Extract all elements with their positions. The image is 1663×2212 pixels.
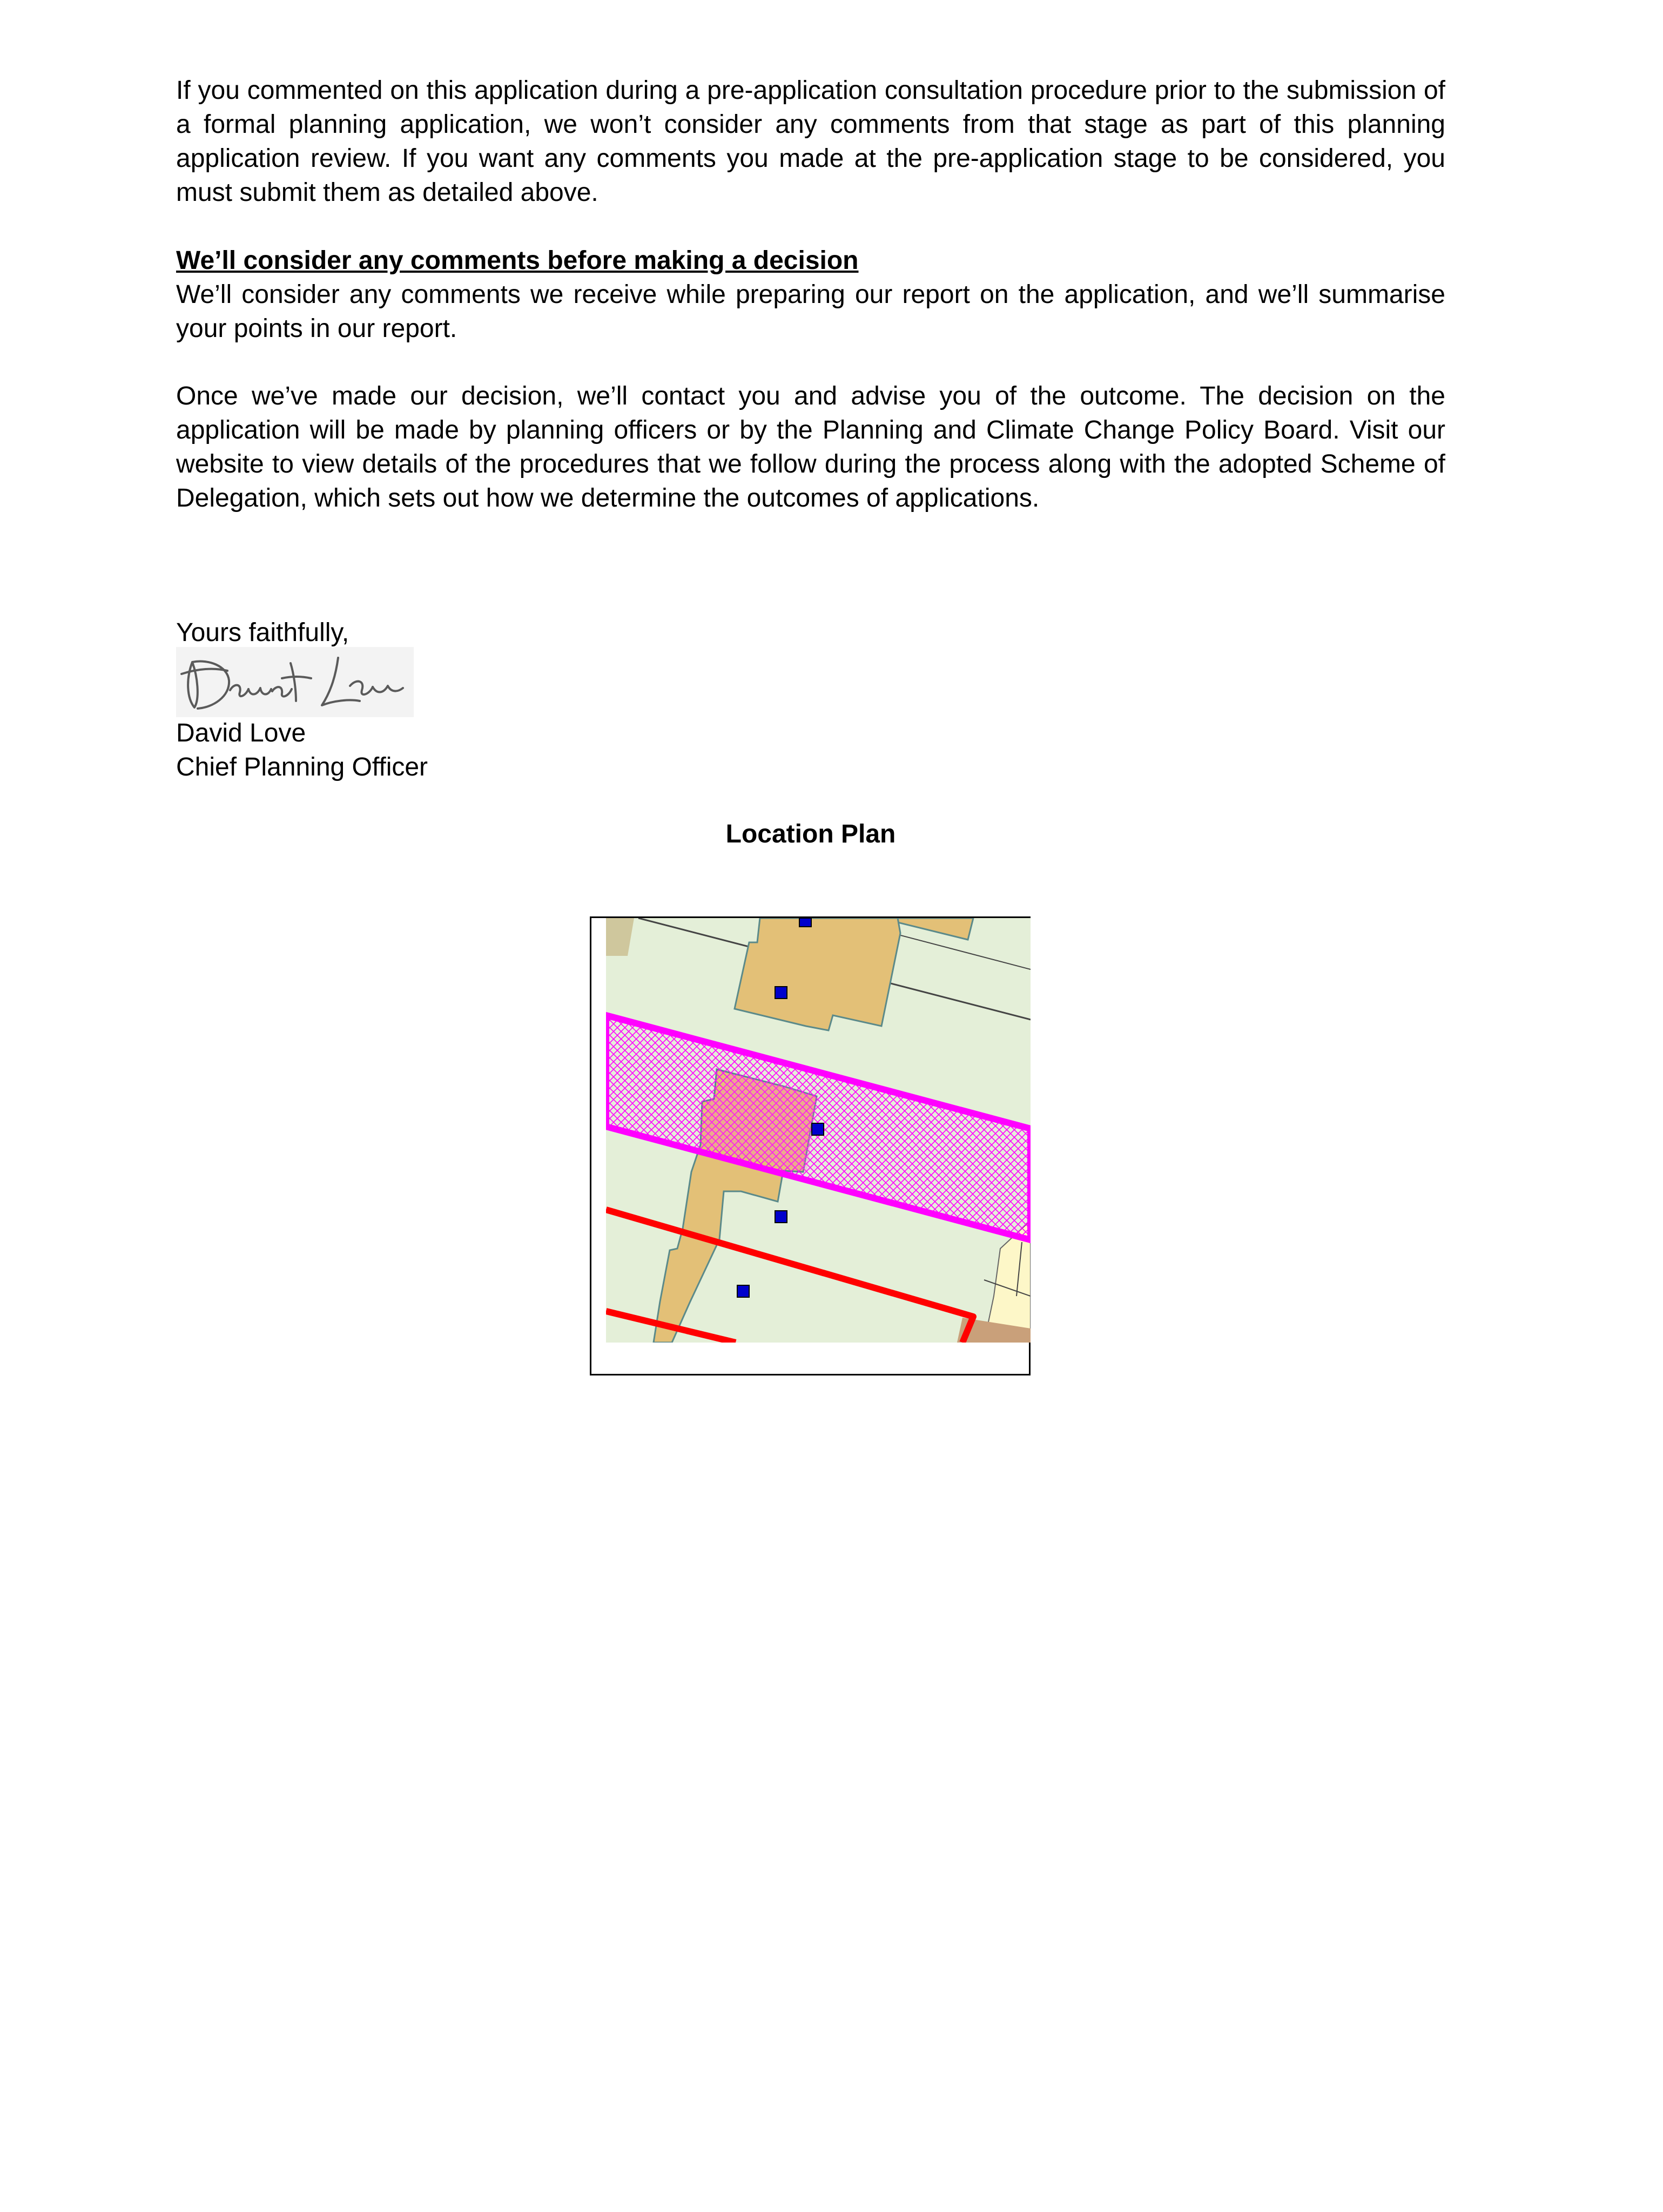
closing-salutation: Yours faithfully, <box>176 618 349 647</box>
paragraph-pre-application: If you commented on this application during a pre-application consultation procedure prior to the submission of a formal planning application, we won’t consider any comments from that stage as part of this planning application review. If you want any comments you made at the pre-application stage to be considered, you must submit them as detailed above. <box>176 76 1445 207</box>
paragraph-consider-comments: We’ll consider any comments we receive while preparing our report on the application, and we’ll summarise your points in our report. <box>176 280 1445 343</box>
signer-name: David Love <box>176 719 306 747</box>
address-point <box>737 1285 749 1297</box>
address-point <box>775 1211 787 1223</box>
handwritten-signature <box>176 647 414 717</box>
address-point <box>799 918 811 927</box>
location-plan-map <box>606 918 1031 1343</box>
section-heading: We’ll consider any comments before making a decision <box>176 246 859 275</box>
location-plan-frame <box>590 916 1031 1375</box>
address-point <box>775 987 787 999</box>
location-plan-heading: Location Plan <box>725 820 896 848</box>
address-point <box>812 1123 824 1135</box>
paragraph-decision: Once we’ve made our decision, we’ll contact you and advise you of the outcome. The decision on the application will be made by planning officers or by the Planning and Climate Change Policy Board. Visit our website to view details of the procedures that we follow during the process along with the adopted Scheme of Delegation, which sets out how we determine the outcomes of applications. <box>176 382 1445 512</box>
building <box>735 918 900 1030</box>
signer-title: Chief Planning Officer <box>176 753 428 781</box>
